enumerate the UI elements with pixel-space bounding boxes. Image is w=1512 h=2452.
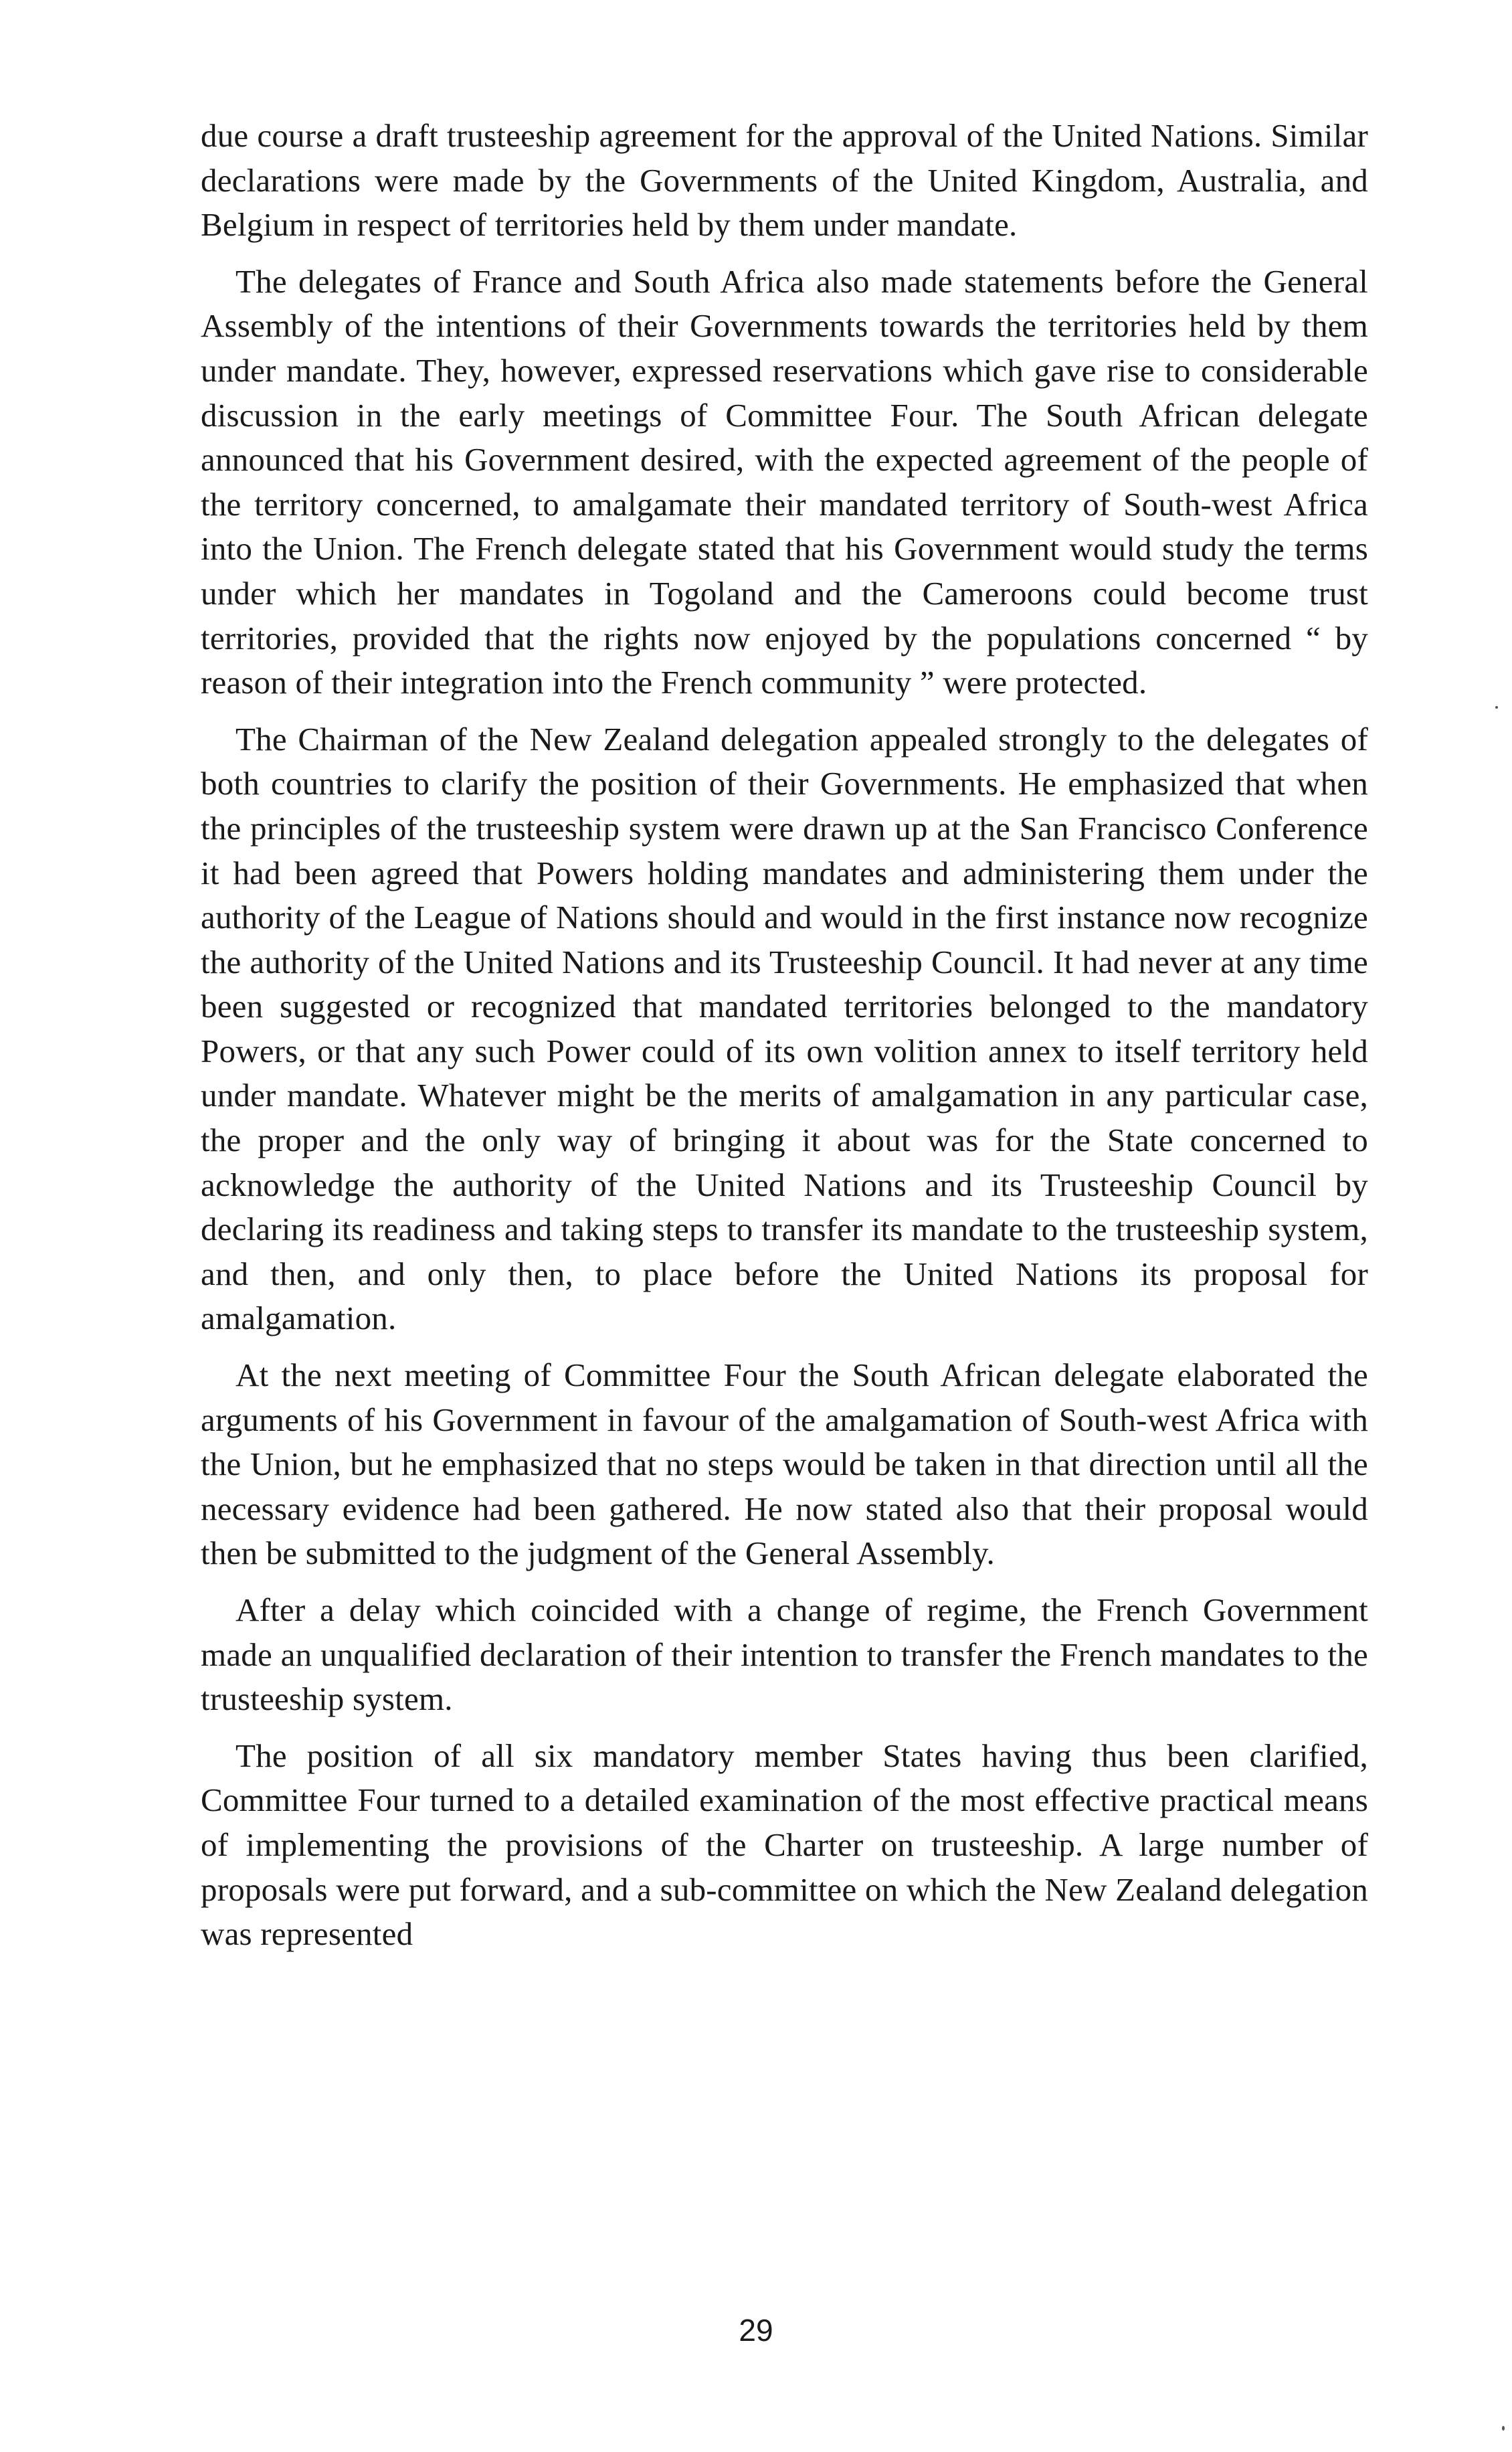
paragraph-new-zealand-chairman: The Chairman of the New Zealand delegation appealed strongly to the delegates of both countries to clarify the position of their Governments. He emphasized that when the principles of the trusteeship system were drawn up at the San Francisco Conference it had been agreed that Powers holding mandates and administering them under the authority of the League of Nations should and would in the first instance now recognize the authority of the United Nations and its Trusteeship Council. It had never at any time been suggested or recognized that mandated territories belonged to the mandatory Powers, or that any such Power could of its own volition annex to itself territory held under mandate. Whatever might be the merits of amalgamation in any particular case, the proper and the only way of bringing it about was for the State concerned to acknowledge the authority of the United Nations and its Trusteeship Council by declaring its readiness and taking steps to transfer its mandate to the trusteeship system, and then, and only then, to place before the United Nations its proposal for amalgamation. <box>201 720 1368 1337</box>
paragraph-mandatory-states: The position of all six mandatory member States having thus been clarified, Committee Four turned to a detailed examination of the most effective practical means of implementing the provisions of the Charter on trusteeship. A large number of proposals were put forward, and a sub-committee on which the New Zealand delegation was represented <box>201 1737 1368 1953</box>
paragraph-continuation: due course a draft trusteeship agreement for the approval of the United Nations. Similar declarations were made by the Governments of the United Kingdom, Australia, and Belgium in respect of territories held by them under mandate. <box>201 117 1368 244</box>
scan-speck <box>1495 706 1498 709</box>
paragraph-committee-four-meeting: At the next meeting of Committee Four the South African delegate elaborated the arguments of his Government in favour of the amalgamation of South-west Africa with the Union, but he emphasized that no steps would be taken in that direction until all the necessary evidence had been gathered. He now stated also that their proposal would then be submitted to the judgment of the General Assembly. <box>201 1356 1368 1572</box>
paragraph-french-declaration: After a delay which coincided with a change of regime, the French Government made an unqualified declaration of their intention to transfer the French mandates to the trusteeship system. <box>201 1591 1368 1718</box>
page-body <box>201 114 1368 1969</box>
paragraph-france-south-africa: The delegates of France and South Africa also made statements before the General Assembly of the intentions of their Governments towards the territories held by them under mandate. They, however, expressed reservations which gave rise to considerable discussion in the early meetings of Committee Four. The South African delegate announced that his Government desired, with the expected agreement of the people of the territory concerned, to amalgamate their mandated territory of South-west Africa into the Union. The French delegate stated that his Government would study the terms under which her mandates in Togoland and the Cameroons could become trust territories, provided that the rights now enjoyed by the populations concerned “ by reason of their integration into the French community ” were protected. <box>201 262 1368 701</box>
scan-speck <box>1502 2426 1505 2431</box>
page-number: 29 <box>739 2313 773 2348</box>
